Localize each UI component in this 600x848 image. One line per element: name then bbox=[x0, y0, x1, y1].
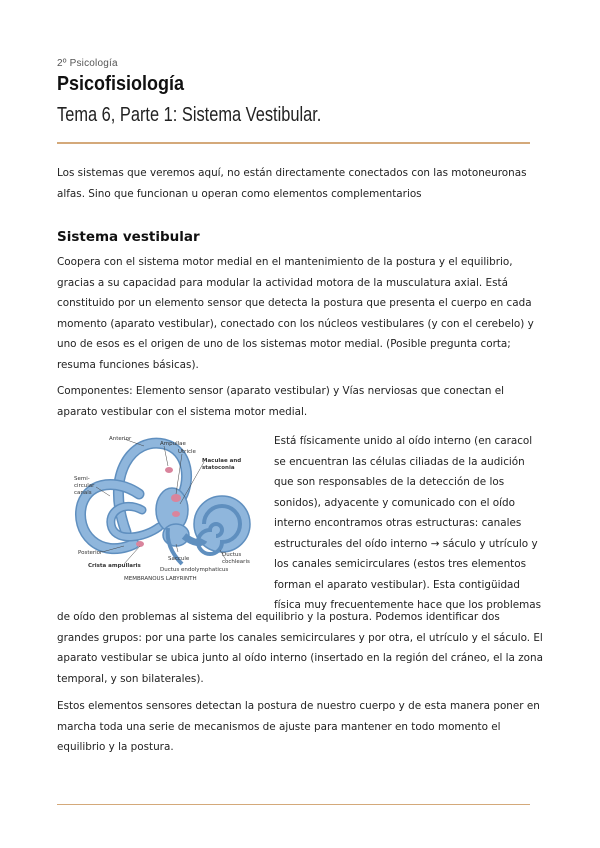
label-ductus-1: Ductus bbox=[222, 552, 242, 558]
label-ampullae: Ampullae bbox=[160, 441, 186, 447]
label-saccule: Saccule bbox=[168, 556, 190, 562]
label-semicircular-2: circular bbox=[74, 483, 95, 489]
label-endolymphatic: Ductus endolymphaticus bbox=[160, 567, 229, 573]
paragraph-2: Componentes: Elemento sensor (aparato vestibular) y Vías nerviosas que conectan el aparato vestibular con el sistema motor medial. bbox=[57, 385, 505, 418]
paragraph-3-continued: de oído den problemas al sistema del equilibrio y la postura. Podemos identificar dos grandes grupos: por una parte los canales semicirculares y por otra, el utrículo y el sáculo. El aparato vestibular se ubica junto al oído interno (insertado en la región del cráneo, el la zona temporal, y son bilaterales). bbox=[57, 611, 543, 685]
paragraph-4: Estos elementos sensores detectan la postura de nuestro cuerpo y de esta manera poner en marcha toda una serie de mecanismos de ajuste para mantener en todo momento el equilibrio y la postura. bbox=[57, 700, 540, 753]
labyrinth-figure bbox=[64, 432, 269, 584]
section-heading: Sistema vestibular bbox=[57, 229, 200, 245]
course-label: 2º Psicología bbox=[57, 58, 118, 69]
figure-caption: MEMBRANOUS LABYRINTH bbox=[124, 576, 197, 582]
label-statoconia: statoconia bbox=[202, 465, 235, 471]
paragraph-3-float: Está físicamente unido al oído interno (en caracol se encuentran las células ciliadas de la audición que son responsables de la detección de los sonidos), adyacente y comunicado con el oído interno encontramos otras estructuras: canales estructurales del oído interno → sáculo y utrículo y los canales semicirculares (estos tres elementos forman el aparato vestibular). Esta contigüidad física muy frecuentemente hace que los problemas bbox=[274, 435, 542, 611]
header-divider bbox=[57, 142, 530, 144]
label-maculae: Maculae and bbox=[202, 458, 242, 464]
ampulla-patch-1 bbox=[165, 467, 173, 473]
label-ductus-2: cochlearis bbox=[222, 559, 250, 565]
label-semicircular-3: canals bbox=[74, 490, 92, 496]
paragraph-1: Coopera con el sistema motor medial en el mantenimiento de la postura y el equilibrio, gracias a su capacidad para modular la actividad motora de la musculatura axial. Está constituido por un elemento sensor que detecta la postura que presenta el cuerpo en cada momento (aparato vestibular), conectado con los núcleos vestibulares (y con el cerebelo) y uno de esos es el origen de uno de los sistemas motor medial. (Posible pregunta corta; resuma funciones básicas). bbox=[57, 256, 534, 371]
label-utricle: Utricle bbox=[178, 449, 196, 455]
page-title: Psicofisiología bbox=[57, 73, 185, 95]
footer-divider bbox=[57, 804, 530, 805]
macula-patch-1 bbox=[171, 494, 181, 502]
membranous-labyrinth-illustration bbox=[64, 432, 269, 584]
macula-patch-2 bbox=[172, 511, 180, 517]
label-crista: Crista ampullaris bbox=[88, 563, 141, 569]
label-semicircular-1: Semi- bbox=[74, 476, 90, 482]
intro-paragraph: Los sistemas que veremos aquí, no están directamente conectados con las motoneuronas alfas. Sino que funcionan u operan como elementos complementarios bbox=[57, 167, 527, 200]
page-subtitle: Tema 6, Parte 1: Sistema Vestibular. bbox=[57, 104, 322, 126]
label-posterior: Posterior bbox=[78, 550, 103, 556]
label-anterior: Anterior bbox=[109, 436, 132, 442]
